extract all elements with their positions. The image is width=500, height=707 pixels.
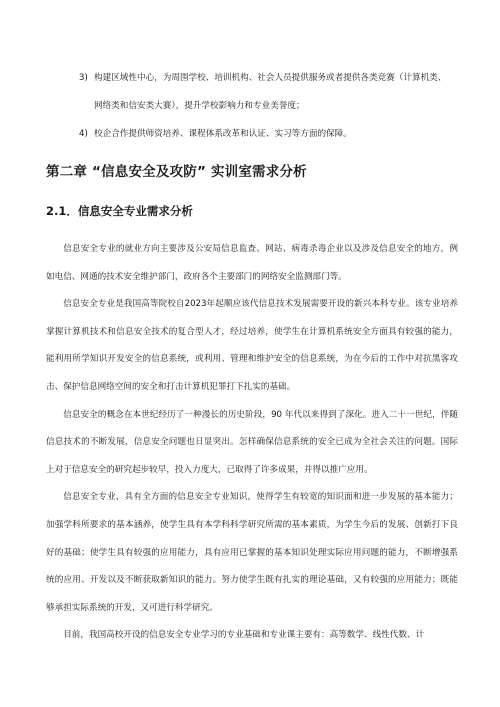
paragraph: 信息安全专业的就业方向主要涉及公安局信息监查、网站、病毒杀毒企业以及涉及信息安全的地方，例如电信、网通的技术安全维护部门，政府各个主要部门的网络安全监测部门等。 [46,244,458,282]
section-heading: 2.1．信息安全专业需求分析 [46,204,193,218]
chapter-heading: 第二章 “信息安全及攻防” 实训室需求分析 [46,164,307,180]
paragraph: 信息安全专业，具有全方面的信息安全专业知识，使得学生有较宽的知识面和进一步发展的基本能力；加强学科所要求的基本涵养，使学生具有本学科科学研究所需的基本素质，为学生今后的发展、创新打下良好的基础；使学生具有较强的应用能力，具有应用已掌握的基本知识处理实际应用问题的能力，不断增强系统的应用、开发以及不断获取新知识的能力。努力使学生既有扎实的理论基础，又有较强的应用能力；既能够承担实际系统的开发，又可进行科学研究。 [46,492,458,613]
paragraph: 目前，我国高校开设的信息安全专业学习的专业基础和专业课主要有：高等数学、线性代数、计 [63,630,425,641]
list-item-text: 构建区域性中心，为周围学校、培训机构、社会人员提供服务或者提供各类竞赛（计算机类、 [94,73,447,83]
list-item-text: 校企合作提供师资培养、课程体系改革和认证、实习等方面的保障。 [94,129,352,139]
list-item-number: 4) [79,129,88,139]
paragraph: 信息安全专业是我国高等院校自2023年起顺应该代信息技术发展需要开设的新兴本科专业。该专业培养掌握计算机技术和信息安全技术的复合型人才，经过培养，使学生在计算机系统安全方面具有较强的能力，能利用所学知识开发安全的信息系统，或利用、管理和维护安全的信息系统，为在今后的工作中对抗黑客攻击、保护信息网络空间的安全和打击计算机犯罪打下扎实的基础。 [46,299,458,392]
paragraph: 信息安全的概念在本世纪经历了一种漫长的历史阶段，90 年代以来得到了深化。进入二十一世纪，伴随信息技术的不断发展，信息安全问题也日显突出。怎样确保信息系统的安全已成为全社会关注的问题。国际上对于信息安全的研究起步较早，投入力度大，已取得了许多成果，并得以推广应用。 [46,409,458,475]
numbered-list [79,64,479,148]
list-item-continuation: 网络类和信安类大赛），提升学校影响力和专业美誉度； [94,101,305,111]
list-item [79,120,479,148]
list-item-number: 3) [79,73,88,83]
body-text [46,236,458,650]
list-item [79,64,479,92]
